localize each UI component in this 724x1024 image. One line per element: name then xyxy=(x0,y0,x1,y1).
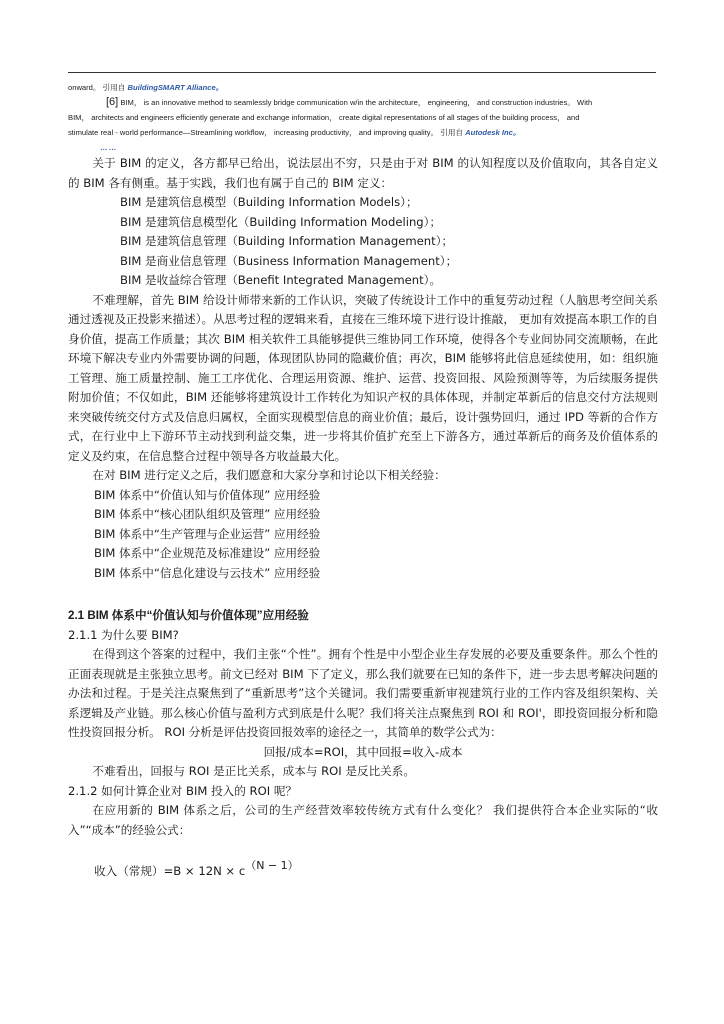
reference-text: BIM， is an innovative method to seamlessly bridge communication w/in the architecture， engineering， and construction industries。 With xyxy=(118,98,593,107)
definition-item: BIM 是建筑信息模型化（Building Information Modeling）； xyxy=(120,214,442,229)
reference-text: onward。 引用自 xyxy=(68,83,128,92)
main-body xyxy=(68,154,658,882)
reference-number: [6] xyxy=(106,96,119,108)
formula-exponent: （N − 1） xyxy=(245,859,299,872)
subsection-heading: 2.1.1 为什么要 BIM? xyxy=(68,627,179,642)
formula-main: 收入（常规）=B × 12N × c xyxy=(94,864,246,878)
roi-note: 不难看出，回报与 ROI 是正比关系，成本与 ROI 是反比关系。 xyxy=(92,764,415,778)
reference-text: stimulate real - world performance—Streamlining workflow， increasing productivity， and improving quality。 引用自 xyxy=(68,128,466,137)
topic-item: BIM 体系中“生产管理与企业运营” 应用经验 xyxy=(94,526,321,541)
reference-6-line-3 xyxy=(68,125,658,140)
reference-6-line-2 xyxy=(68,110,658,125)
income-formula xyxy=(94,859,658,882)
reference-continuation xyxy=(68,80,658,95)
share-paragraph: 在对 BIM 进行定义之后，我们愿意和大家分享和讨论以下相关经验： xyxy=(92,468,446,482)
definition-item: BIM 是商业信息管理（Business Information Management）； xyxy=(120,253,458,268)
reference-source: Autodesk Inc。 xyxy=(465,128,521,137)
definition-item: BIM 是收益综合管理（Benefit Integrated Management）。 xyxy=(120,273,442,287)
reference-notes xyxy=(68,80,658,155)
definition-item: BIM 是建筑信息模型（Building Information Models）； xyxy=(120,195,418,209)
definition-item: BIM 是建筑信息管理（Building Information Management）； xyxy=(120,234,454,248)
section-heading: 2.1 BIM 体系中“价值认知与价值体现”应用经验 xyxy=(68,609,309,622)
reference-6-line-1 xyxy=(68,95,658,110)
subsection-heading: 2.1.2 如何计算企业对 BIM 投入的 ROI 呢？ xyxy=(68,783,298,798)
topic-item: BIM 体系中“价值认知与价值体现” 应用经验 xyxy=(94,487,321,502)
roi-formula: 回报/成本=ROI，其中回报=收入-成本 xyxy=(263,744,463,759)
income-paragraph: 在应用新的 BIM 体系之后，公司的生产经营效率较传统方式有什么变化？ 我们提供符合本企业实际的“收入”“成本”的经验公式： xyxy=(68,803,658,837)
roi-paragraph: 在得到这个答案的过程中，我们主张“个性”。拥有个性是中小型企业生存发展的必要及重要条件。那么个性的正面表现就是主张独立思考。前文已经对 BIM 下了定义，那么我们就要在已知的条件下，进一步去思考解决问题的办法和过程。于是关注点聚焦到了“重新思考”这个关键词。我们需要重新审视建筑行业的工作内容及组织架构、关系逻辑及产业链。那么核心价值与盈利方式到底是什么呢？我们将关注点聚焦到 ROI 和 ROI'，即投资回报分析和隐性投资回报分析。 ROI 分析是评估投资回报效率的途径之一，其简单的数学公式为： xyxy=(68,647,658,739)
reference-text: BIM， architects and engineers efficiently generate and exchange information， create digital representations of all stages of the building process， and xyxy=(68,113,580,122)
header-rule xyxy=(68,72,656,73)
intro-paragraph: 关于 BIM 的定义，各方都早已给出，说法层出不穷，只是由于对 BIM 的认知程度以及价值取向，其各自定义的 BIM 各有侧重。基于实践，我们也有属于自己的 BIM 定义： xyxy=(68,156,658,190)
reference-ellipsis: …… xyxy=(100,143,118,152)
value-paragraph: 不难理解，首先 BIM 给设计师带来新的工作认识，突破了传统设计工作中的重复劳动过程（人脑思考空间关系通过透视及正投影来描述）。从思考过程的逻辑来看，直接在三维环境下进行设计推敲， 更加有效提高本职工作的自身价值，提高工作质量；其次 BIM 相关软件工具能够提供三维协同工作环境，使得各个专业间协同交流顺畅，在此环境下解决专业内外需要协调的问题，体现团队协同的隐藏价值；再次，BIM 能够将此信息延续使用，如：组织施工管理、施工质量控制、施工工序优化、合理运用资源、维护、运营、投资回报、风险预测等等，为后续服务提供附加价值；不仅如此，BIM 还能够将建筑设计工作转化为知识产权的具体体现，并制定革新后的信息交付方法规则来突破传统交付方式及信息归属权，全面实现模型信息的商业价值；最后，设计强势回归，通过 IPD 等新的合作方式，在行业中上下游环节主动找到利益交集，进一步将其价值扩充至上下游各方，通过革新后的商务及价值体系的定义及约束，在信息整合过程中领导各方收益最大化。 xyxy=(68,292,658,463)
topic-item: BIM 体系中“信息化建设与云技术” 应用经验 xyxy=(94,565,321,580)
reference-source: BuildingSMART Alliance。 xyxy=(127,83,224,92)
topic-item: BIM 体系中“核心团队组织及管理” 应用经验 xyxy=(94,507,321,521)
topic-item: BIM 体系中“企业规范及标准建设” 应用经验 xyxy=(94,546,321,560)
